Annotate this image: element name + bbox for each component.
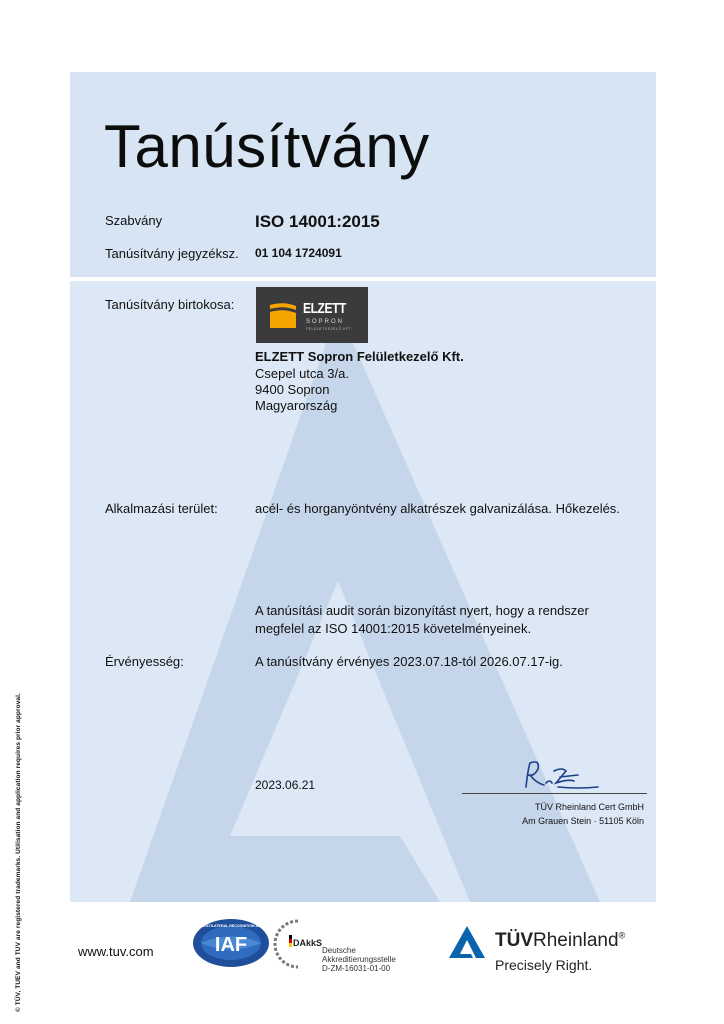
issue-date: 2023.06.21 — [255, 778, 316, 792]
issuer-address: Am Grauen Stein · 51105 Köln — [522, 816, 644, 826]
elzett-logo-sub: SOPRON — [306, 319, 345, 325]
holder-name: ELZETT Sopron Felületkezelő Kft. — [255, 349, 464, 364]
dakks-details — [322, 946, 396, 973]
trademark-note: © TÜV, TUEV and TUV are registered trademarks. Utilisation and application requires prior approval. — [15, 693, 22, 1012]
certificate-title: Tanúsítvány — [104, 113, 430, 180]
holder-street: Csepel utca 3/a. — [255, 366, 349, 381]
website-link[interactable]: www.tuv.com — [78, 944, 154, 959]
holder-label: Tanúsítvány birtokosa: — [105, 297, 235, 312]
dakks-label: DAkkS — [293, 938, 323, 948]
scope-value: acél- és horganyöntvény alkatrészek galvanizálása. Hőkezelés. — [255, 501, 620, 516]
issuer-name: TÜV Rheinland Cert GmbH — [534, 802, 644, 812]
holder-city: 9400 Sopron — [255, 382, 330, 397]
tuv-brand — [495, 930, 625, 952]
tuv-brand-rest: Rheinland — [533, 930, 619, 951]
elzett-logo-tiny: FELÜLETKEZELŐ KFT. — [306, 327, 353, 331]
signature-line — [462, 793, 647, 794]
elzett-logo-word: ELZETT — [303, 300, 346, 317]
elzett-mark-icon — [268, 302, 298, 329]
iaf-ring-text: MEMBER OF MULTILATERAL RECOGNITION ARRANGEMENT — [178, 924, 284, 928]
standard-value: ISO 14001:2015 — [255, 212, 380, 231]
dakks-line-2: Akkreditierungsstelle — [322, 955, 396, 964]
dakks-line-1: Deutsche — [322, 946, 356, 955]
scope-label: Alkalmazási terület: — [105, 501, 218, 516]
tuv-slogan: Precisely Right. — [495, 957, 593, 973]
standard-label: Szabvány — [105, 213, 163, 228]
holder-country: Magyarország — [255, 398, 338, 413]
audit-statement-line-2: megfelel az ISO 14001:2015 követelményeinek. — [255, 621, 532, 636]
validity-value: A tanúsítvány érvényes 2023.07.18-tól 2026.07.17-ig. — [255, 654, 563, 669]
elzett-logo — [256, 287, 368, 343]
tuv-brand-bold: TÜV — [495, 930, 533, 951]
audit-statement-line-1: A tanúsítási audit során bizonyítást nyert, hogy a rendszer — [255, 603, 589, 618]
iaf-text: IAF — [214, 934, 248, 956]
registration-number-value: 01 104 1724091 — [255, 246, 342, 260]
validity-label: Érvényesség: — [105, 654, 184, 669]
registration-number-label: Tanúsítvány jegyzéksz. — [105, 246, 239, 261]
tuv-registered-mark: ® — [618, 930, 626, 941]
signature-image — [518, 757, 598, 793]
dakks-logo — [277, 918, 323, 970]
tuv-triangle-icon — [447, 924, 487, 960]
dakks-code: D-ZM-16031-01-00 — [322, 964, 391, 973]
iaf-logo — [178, 918, 284, 968]
